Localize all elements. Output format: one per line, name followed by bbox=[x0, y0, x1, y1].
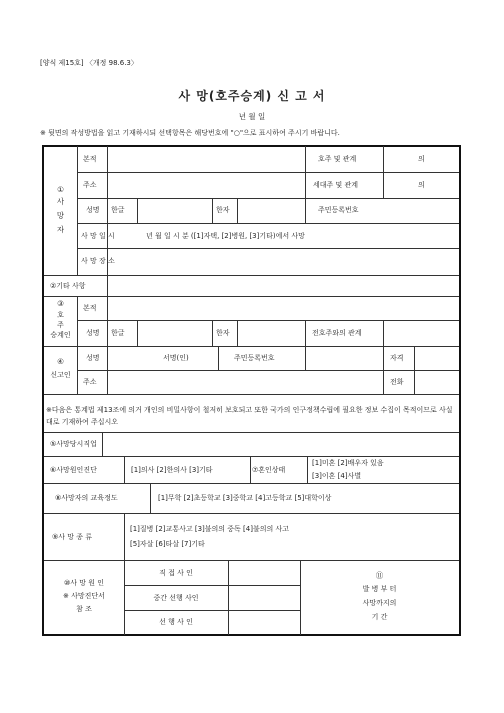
diagnosis-options[interactable]: [1]의사 [2]한의사 [3]기타 bbox=[131, 466, 213, 474]
successor-label-2: 주 bbox=[57, 321, 64, 329]
page-title: 사 망(호주승계) 신 고 서 bbox=[178, 89, 326, 103]
death-type-label: ⑨사 망 종 류 bbox=[52, 533, 92, 541]
period-number: ⑪ bbox=[375, 571, 384, 580]
name-label: 성명 bbox=[86, 206, 100, 214]
reporter-section-number: ④ bbox=[57, 357, 64, 366]
cause-label-1: ⑩사 망 원 인 bbox=[64, 579, 104, 587]
date-line: 년 월 일 bbox=[238, 112, 266, 121]
hoju-relation-label: 호주 및 관계 bbox=[318, 155, 357, 163]
reporter-address-label: 주소 bbox=[83, 378, 97, 386]
bonjeok-label: 본적 bbox=[83, 155, 97, 163]
successor-hanja-label: 한자 bbox=[216, 329, 230, 337]
sedaeju-suffix: 의 bbox=[418, 181, 425, 189]
marital-options-2[interactable]: [3]이혼 [4]사별 bbox=[312, 472, 362, 480]
death-time-label: 사 망 일 시 bbox=[81, 232, 115, 240]
period-label-2: 사망까지의 bbox=[362, 599, 397, 607]
marital-options-1[interactable]: [1]미혼 [2]배우자 있음 bbox=[312, 459, 384, 467]
intermediate-cause-label: 중간 선행 사인 bbox=[153, 594, 199, 602]
hanja-label: 한자 bbox=[216, 206, 230, 214]
reporter-phone-label: 전화 bbox=[390, 378, 404, 386]
cause-label-2: ※ 사망진단서 bbox=[63, 592, 105, 600]
death-type-options-2[interactable]: [5]자살 [6]타살 [7]기타 bbox=[130, 540, 205, 548]
deceased-label-2: 망 bbox=[56, 211, 65, 220]
education-options[interactable]: [1]무학 [2]초등학교 [3]중학교 [4]고등학교 [5]대학이상 bbox=[158, 494, 332, 502]
reporter-sign-label: 서명(인) bbox=[163, 354, 189, 362]
death-type-options-1[interactable]: [1]질병 [2]교통사고 [3]불의의 중독 [4]불의의 사고 bbox=[130, 525, 289, 533]
hoju-suffix: 의 bbox=[418, 155, 425, 163]
reporter-label: 신고인 bbox=[50, 371, 71, 379]
successor-label-3: 승계인 bbox=[50, 331, 71, 339]
successor-bonjeok-label: 본적 bbox=[83, 304, 97, 312]
occupation-label: ⑤사망당시직업 bbox=[50, 440, 97, 448]
successor-section-number: ③ bbox=[57, 299, 64, 308]
successor-label-1: 호 bbox=[57, 311, 64, 319]
preceding-cause-label: 선 행 사 인 bbox=[159, 618, 193, 626]
successor-hangul-label: 한글 bbox=[111, 329, 125, 337]
period-label-3: 기 간 bbox=[371, 613, 388, 621]
deceased-section-number: ① bbox=[57, 185, 64, 194]
other-matters-label: ②기타 사항 bbox=[50, 282, 86, 290]
hangul-label: 한글 bbox=[111, 206, 125, 214]
form-number: [양식 제15호] 〈개정 98.6.3〉 bbox=[40, 59, 138, 67]
sedaeju-relation-label: 세대주 및 관계 bbox=[313, 181, 359, 189]
reporter-qualification-label: 자격 bbox=[390, 354, 404, 362]
reporter-resident-number-label: 주민등록번호 bbox=[234, 354, 275, 362]
cause-label-3: 참 조 bbox=[76, 605, 92, 613]
resident-number-label: 주민등록번호 bbox=[318, 206, 359, 214]
death-place-label: 사 망 장 소 bbox=[81, 257, 115, 265]
instruction-note: ※ 뒷면의 작성방법을 읽고 기재하시되 선택항목은 해당번호에 "○"으로 표시하여 주시기 바랍니다. bbox=[40, 129, 340, 137]
deceased-label-1: 사 bbox=[56, 197, 65, 206]
period-label-1: 발 병 부 터 bbox=[362, 585, 397, 593]
diagnosis-label: ⑥사망원인진단 bbox=[50, 466, 97, 474]
marital-status-label: ⑦혼인상태 bbox=[252, 466, 286, 474]
successor-name-label: 성명 bbox=[86, 329, 100, 337]
reporter-name-label: 성명 bbox=[86, 354, 100, 362]
death-time-value[interactable]: 년 월 일 시 분 ([1]자택, [2]병원, [3]기타)에서 사망 bbox=[146, 232, 305, 240]
successor-relation-label: 전호주와의 관계 bbox=[312, 329, 362, 337]
direct-cause-label: 직 접 사 인 bbox=[159, 569, 193, 577]
education-label: ⑧사망자의 교육정도 bbox=[55, 494, 118, 502]
statistics-note: ※다음은 통계법 제13조에 의거 개인의 비밀사항이 철저히 보호되고 또한 국가의 인구정책수립에 필요한 정보 수집이 목적이므로 사실대로 기재하여 주십시오 bbox=[46, 406, 453, 426]
deceased-label-3: 자 bbox=[56, 225, 65, 234]
address-label: 주소 bbox=[83, 181, 97, 189]
